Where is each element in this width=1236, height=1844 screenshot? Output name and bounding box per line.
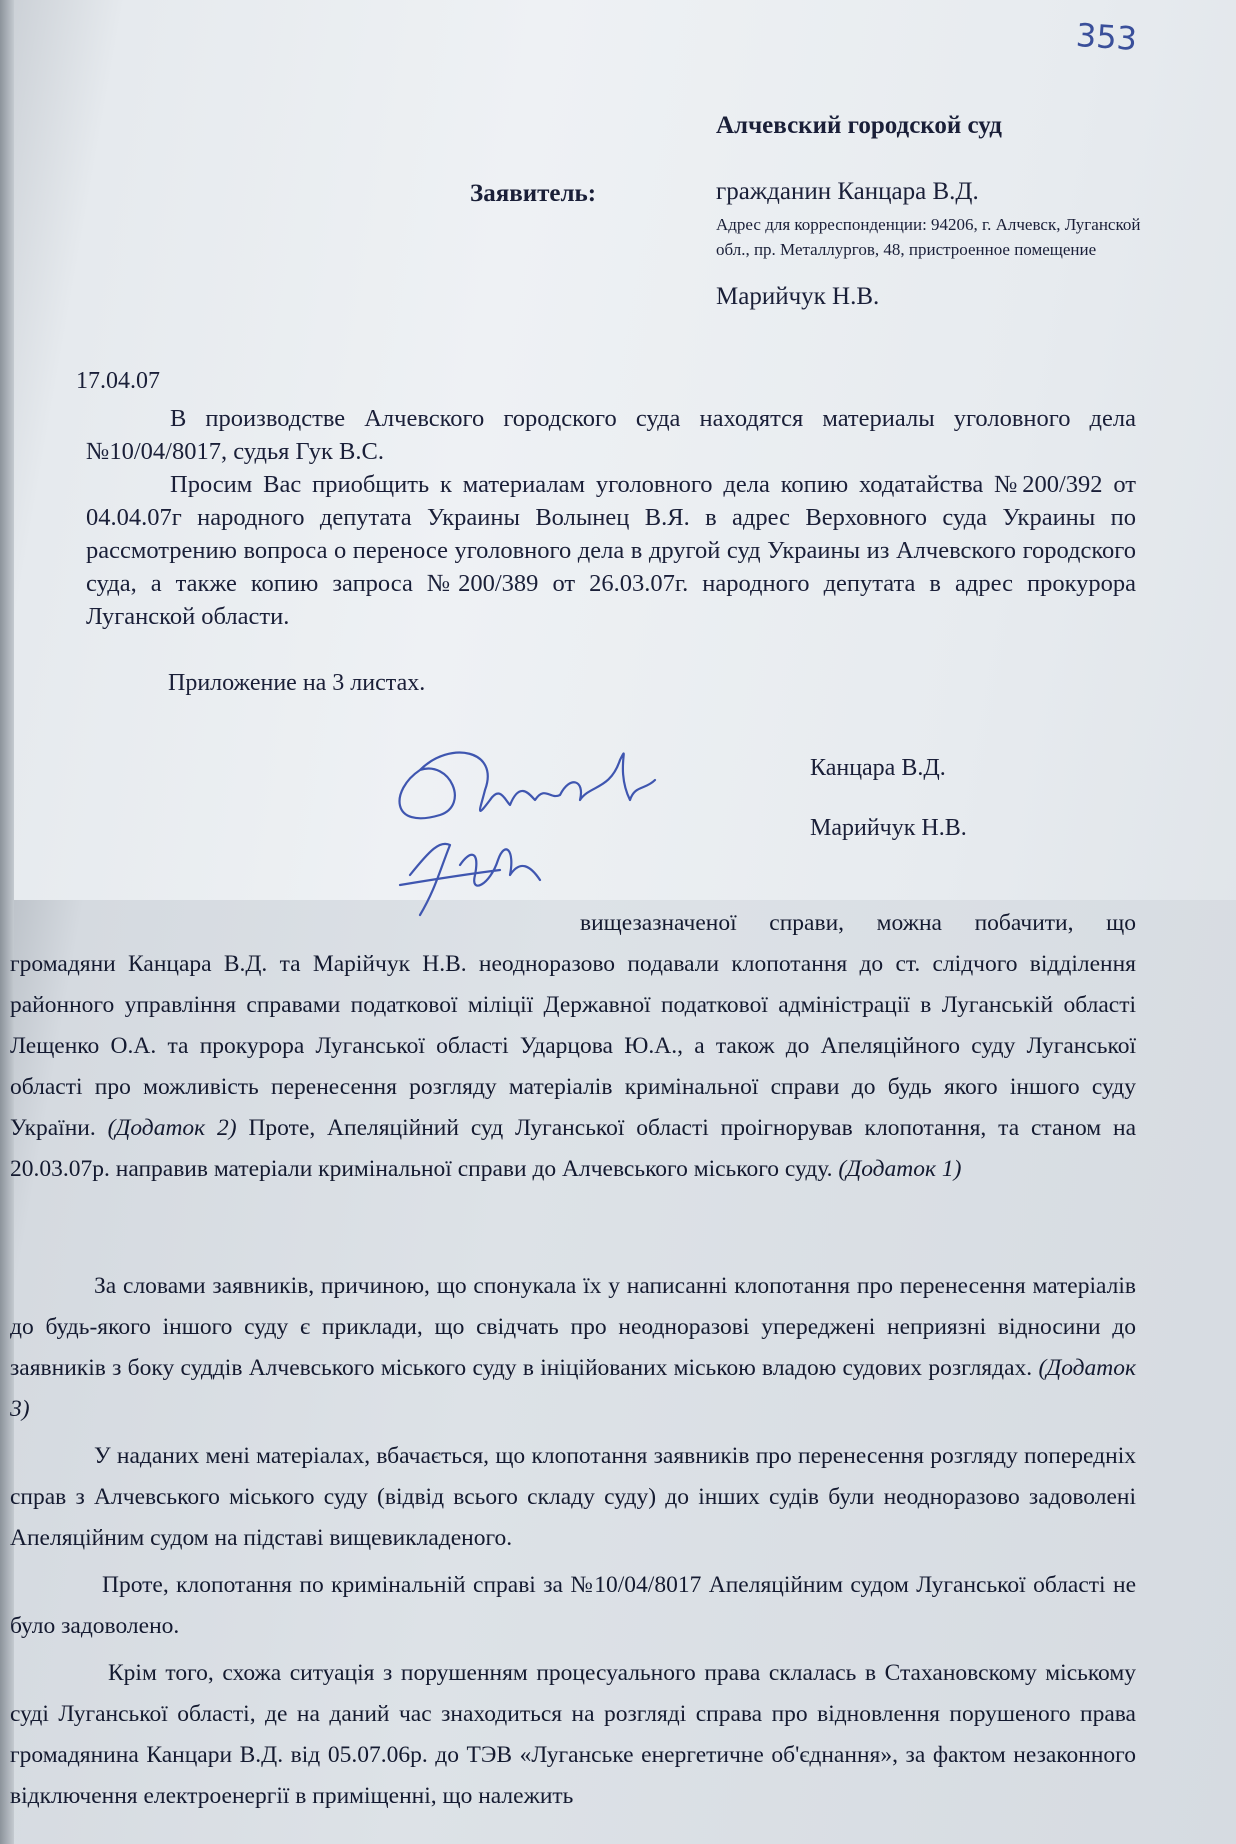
applicant-name: гражданин Канцара В.Д. xyxy=(716,178,979,205)
lower-paragraph-5: Крім того, схожа ситуація з порушенням процесуального права склалась в Стахановскому міському суді Луганської області, де на даний час знаходиться на розгляді справа про відновлення порушеного права громадянина Канцари В.Д. від 05.07.06р. до ТЭВ «Луганське енергетичне об'єднання», за фактом незаконного відключення електроенергії в приміщенні, що належить xyxy=(10,1660,1136,1809)
bleed-through-letterhead xyxy=(230,290,241,328)
signatory-name-1: Канцара В.Д. xyxy=(810,755,946,781)
lower-paragraph-1-text-b: Проте, Апеляційний суд Луганської області проігнорував клопотання, та станом на 20.03.07р. направив матеріали кримінальної справи до Алчевського міського суду. xyxy=(10,1115,1136,1182)
lower-paragraph-1 xyxy=(10,903,1136,1190)
lower-paragraph-1-text-a: вищезазначеної справи, можна побачити, що громадяни Канцара В.Д. та Марійчук Н.В. неодноразово подавали клопотання до ст. слідчого відділення районного управління справами податкової міліції Державної податкової адміністрації в Луганській області Лещенко О.А. та прокурора Луганської області Ударцова Ю.А., а також до Апеляційного суду Луганської області про можливість перенесення розгляду матеріалів кримінальної справи до будь якого іншого суду України. xyxy=(10,910,1136,1141)
lower-paragraph-4: Проте, клопотання по кримінальній справі за №10/04/8017 Апеляційним судом Луганської області не було задоволено. xyxy=(10,1572,1136,1639)
body-paragraph-2: Просим Вас приобщить к материалам уголовного дела копию ходатайства №200/392 от 04.04.07г народного депутата Украины Волынец В.Я. в адрес Верховного суда Украины по рассмотрению вопроса о переносе уголовного дела в другой суд Украины из Алчевского городского суда, а также копию запроса №200/389 от 26.03.07г. народного депутата в адрес прокурора Луганской области. xyxy=(86,471,1136,630)
attachment-note: Приложение на 3 листах. xyxy=(168,670,426,696)
correspondence-address: Адрес для корреспонденции: 94206, г. Алчевск, Луганской обл., пр. Металлургов, 48, пристроенное помещение xyxy=(716,215,1141,259)
appendix-ref-3: (Додаток 3) xyxy=(10,1355,1137,1422)
handwritten-signatures xyxy=(380,700,680,930)
lower-paragraph-3: У наданих мені матеріалах, вбачається, що клопотання заявників про перенесення розгляду попередніх справ з Алчевського міського суду (відвід всього складу суду) до інших судів були неодноразово задоволені Апеляційним судом на підставі вищевикладеного. xyxy=(10,1443,1136,1551)
letter-date: 17.04.07 xyxy=(76,368,160,394)
handwritten-page-number: 353 xyxy=(1074,15,1139,59)
lower-paragraph-2-text: За словами заявників, причиною, що спонукала їх у написанні клопотання про перенесення матеріалів до будь-якого іншого суду є приклади, що свідчать про неодноразові упереджені неприязні відносини до заявників з боку суддів Алчевського міського суду в ініційованих міською владою судових розглядах. xyxy=(10,1273,1136,1381)
signatory-name-2: Марийчук Н.В. xyxy=(810,815,967,841)
applicant-label: Заявитель: xyxy=(470,180,597,207)
court-name: Алчевский городской суд xyxy=(716,112,1002,139)
signature-kancara xyxy=(400,753,655,819)
appendix-ref-1: (Додаток 1) xyxy=(838,1156,962,1182)
co-applicant-name: Марийчук Н.В. xyxy=(716,283,880,310)
body-paragraph-1: В производстве Алчевского городского суда находятся материалы уголовного дела №10/04/8017, судья Гук В.С. xyxy=(86,405,1136,465)
lower-paragraph-2 xyxy=(10,1266,1136,1430)
appendix-ref-2: (Додаток 2) xyxy=(107,1115,237,1141)
